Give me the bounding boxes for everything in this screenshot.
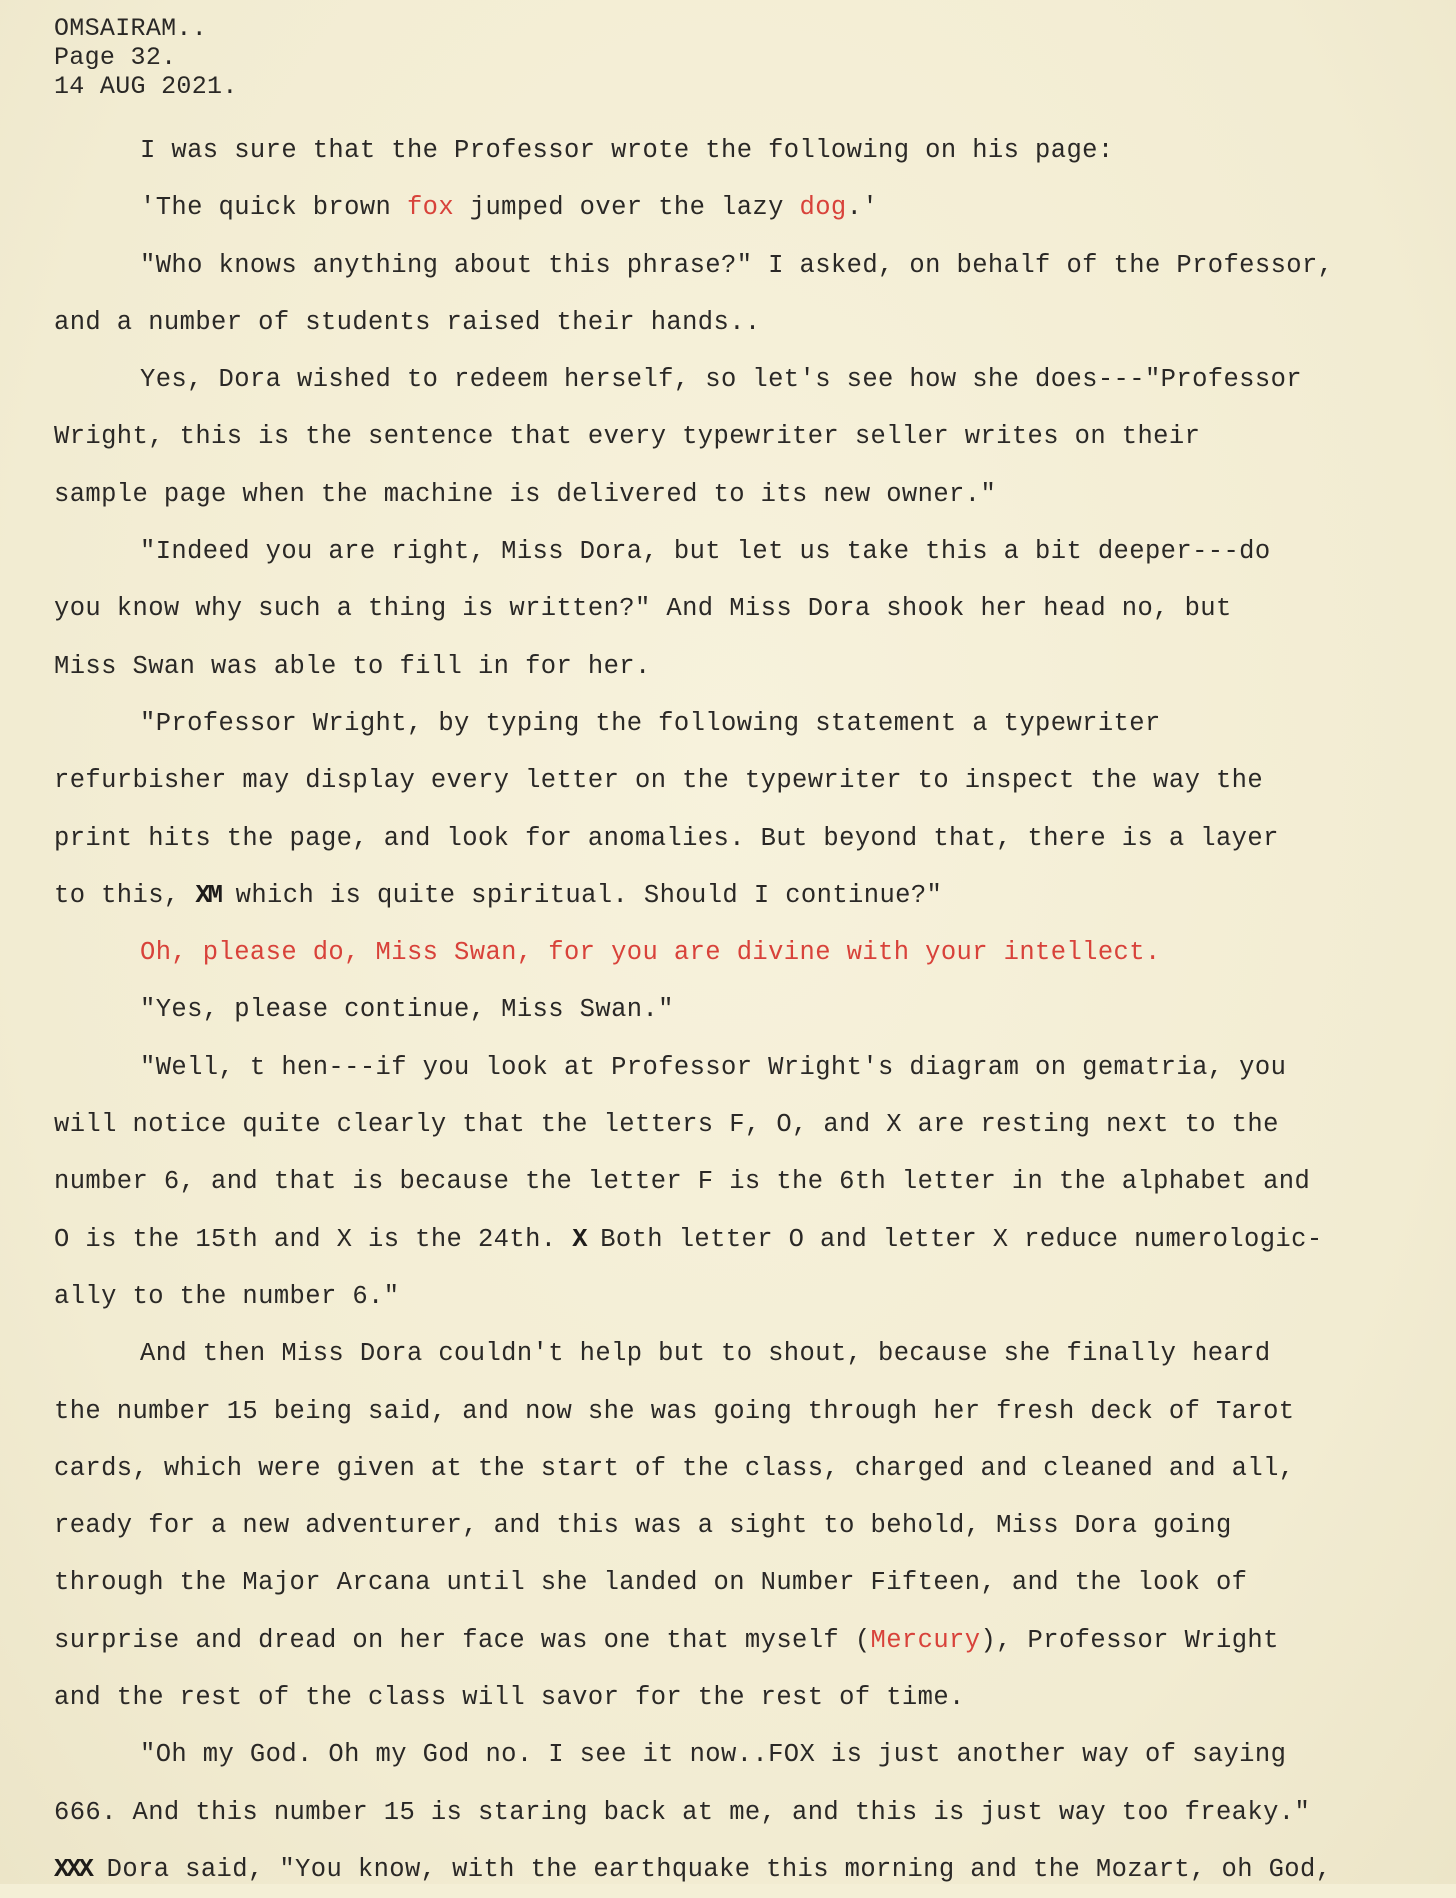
text-line: will notice quite clearly that the letters F, O, and X are resting next to the [54,1110,1279,1140]
header-line-title: OMSAIRAM.. [54,14,208,43]
text-line [54,867,1446,924]
text-segment: 'The quick brown [140,193,407,223]
text-segment: to this, [54,880,196,910]
text-line: refurbisher may display every letter on the typewriter to inspect the way the [54,766,1264,796]
text-line [54,1211,1446,1268]
red-word-dog: dog [799,193,847,223]
text-line: Miss Swan was able to fill in for her. [54,651,651,681]
text-segment: Dora said, "You know, with the earthquake this morning and the Mozart, oh God, [90,1854,1332,1884]
text-segment: .' [846,193,879,223]
red-word-mercury: Mercury [870,1625,981,1655]
text-line: "Oh my God. Oh my God no. I see it now..FOX is just another way of saying [140,1740,1287,1770]
text-segment: which is quite spiritual. Should I continue?" [219,880,943,910]
text-line: through the Major Arcana until she landed on Number Fifteen, and the look of [54,1568,1248,1598]
page-header [54,14,238,101]
header-line-page: Page 32. [54,43,177,72]
text-line: ally to the number 6." [54,1281,400,1311]
text-line: "Yes, please continue, Miss Swan." [140,995,674,1025]
text-line: "Well, t hen---if you look at Professor Wright's diagram on gematria, you [140,1052,1287,1082]
text-line: "Indeed you are right, Miss Dora, but let us take this a bit deeper---do [140,537,1271,567]
text-line: and a number of students raised their hands.. [54,307,761,337]
text-segment: jumped over the lazy [454,193,800,223]
red-word-fox: fox [406,193,455,223]
text-line [54,179,1446,236]
text-line: you know why such a thing is written?" And Miss Dora shook her head no, but [54,594,1232,624]
text-line: Wright, this is the sentence that every typewriter seller writes on their [54,422,1201,452]
text-line: And then Miss Dora couldn't help but to shout, because she finally heard [140,1339,1271,1369]
header-line-date: 14 AUG 2021. [54,72,238,101]
text-segment: surprise and dread on her face was one that myself ( [54,1625,871,1655]
text-line: number 6, and that is because the letter F is the 6th letter in the alphabet and [54,1167,1311,1197]
strikeover-mark: XXX [54,1854,91,1884]
text-line: "Who knows anything about this phrase?" I asked, on behalf of the Professor, [140,250,1334,280]
text-line [54,1612,1446,1669]
text-line: 666. And this number 15 is staring back at me, and this is just way too freaky." [54,1797,1311,1827]
text-line: Yes, Dora wished to redeem herself, so let's see how she does---"Professor [140,365,1302,395]
strikeover-mark: XM [195,880,220,910]
strikeover-mark: X [572,1224,585,1254]
text-line [54,1841,1446,1898]
text-line: ready for a new adventurer, and this was a sight to behold, Miss Dora going [54,1511,1232,1541]
text-segment: O is the 15th and X is the 24th. [54,1224,573,1254]
text-line: and the rest of the class will savor for the rest of time. [54,1683,965,1713]
text-line: the number 15 being said, and now she was going through her fresh deck of Tarot [54,1396,1295,1426]
text-line: cards, which were given at the start of the class, charged and cleaned and all, [54,1453,1295,1483]
text-line: print hits the page, and look for anomalies. But beyond that, there is a layer [54,823,1279,853]
page-body [54,122,1446,1898]
text-line: sample page when the machine is delivered to its new owner." [54,479,997,509]
text-segment: Both letter O and letter X reduce numerologic- [584,1224,1323,1254]
text-line: I was sure that the Professor wrote the following on his page: [140,136,1114,165]
red-text-line: Oh, please do, Miss Swan, for you are divine with your intellect. [140,938,1161,968]
text-segment: ), Professor Wright [980,1625,1279,1655]
text-line: "Professor Wright, by typing the following statement a typewriter [140,708,1161,738]
